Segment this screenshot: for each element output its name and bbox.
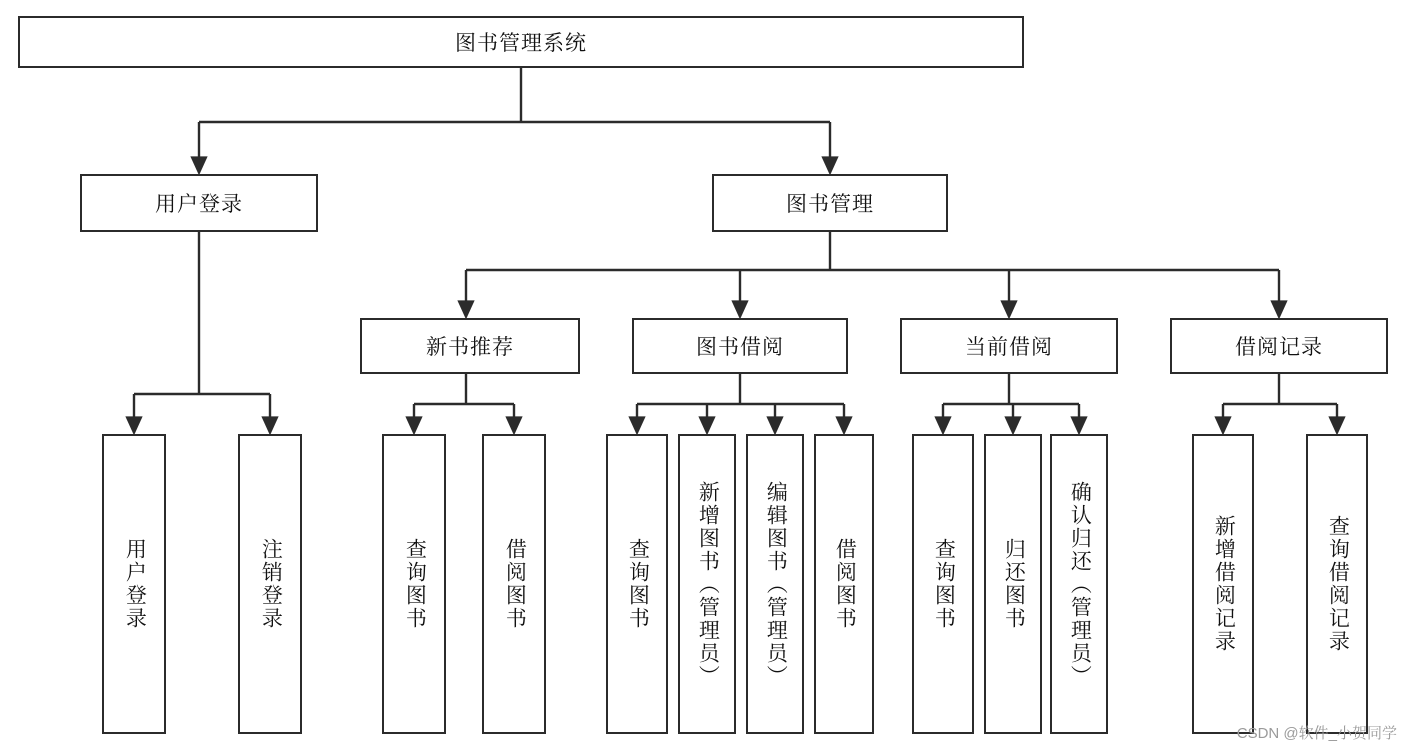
node-label: 新增图书（管理员） — [696, 480, 720, 688]
node-leaf-logout[interactable] — [238, 434, 302, 734]
node-label: 图书管理系统 — [455, 32, 587, 55]
node-label: 确认归还（管理员） — [1068, 480, 1092, 688]
node-root[interactable] — [18, 16, 1024, 68]
node-label: 查询图书 — [403, 538, 427, 630]
node-label: 借阅图书 — [503, 538, 527, 630]
node-leaf-user-login[interactable] — [102, 434, 166, 734]
node-label: 图书管理 — [786, 193, 874, 216]
node-label: 编辑图书（管理员） — [764, 480, 788, 688]
node-current-borrow[interactable] — [900, 318, 1118, 374]
node-leaf-query-book-1[interactable] — [382, 434, 446, 734]
node-label: 图书借阅 — [696, 336, 784, 359]
node-leaf-query-borrow-record[interactable] — [1306, 434, 1368, 734]
node-label: 借阅图书 — [833, 538, 857, 630]
node-new-book-recommend[interactable] — [360, 318, 580, 374]
node-label: 新书推荐 — [426, 336, 514, 359]
node-label: 归还图书 — [1002, 538, 1026, 630]
node-label: 查询借阅记录 — [1326, 515, 1350, 653]
node-label: 注销登录 — [259, 538, 283, 630]
watermark: CSDN @软件_小贺同学 — [1236, 725, 1397, 742]
node-leaf-add-borrow-record[interactable] — [1192, 434, 1254, 734]
node-label: 用户登录 — [155, 193, 243, 216]
node-leaf-query-book-3[interactable] — [912, 434, 974, 734]
node-leaf-confirm-return-admin[interactable] — [1050, 434, 1108, 734]
node-label: 用户登录 — [123, 538, 147, 630]
node-leaf-borrow-book-2[interactable] — [814, 434, 874, 734]
node-label: 查询图书 — [626, 538, 650, 630]
node-leaf-borrow-book-1[interactable] — [482, 434, 546, 734]
node-leaf-query-book-2[interactable] — [606, 434, 668, 734]
node-borrow-records[interactable] — [1170, 318, 1388, 374]
node-label: 新增借阅记录 — [1212, 515, 1236, 653]
node-book-borrow[interactable] — [632, 318, 848, 374]
node-label: 当前借阅 — [965, 336, 1053, 359]
node-leaf-edit-book-admin[interactable] — [746, 434, 804, 734]
node-book-management[interactable] — [712, 174, 948, 232]
node-label: 查询图书 — [932, 538, 956, 630]
node-label: 借阅记录 — [1235, 336, 1323, 359]
node-leaf-return-book[interactable] — [984, 434, 1042, 734]
node-user-login[interactable] — [80, 174, 318, 232]
node-leaf-add-book-admin[interactable] — [678, 434, 736, 734]
